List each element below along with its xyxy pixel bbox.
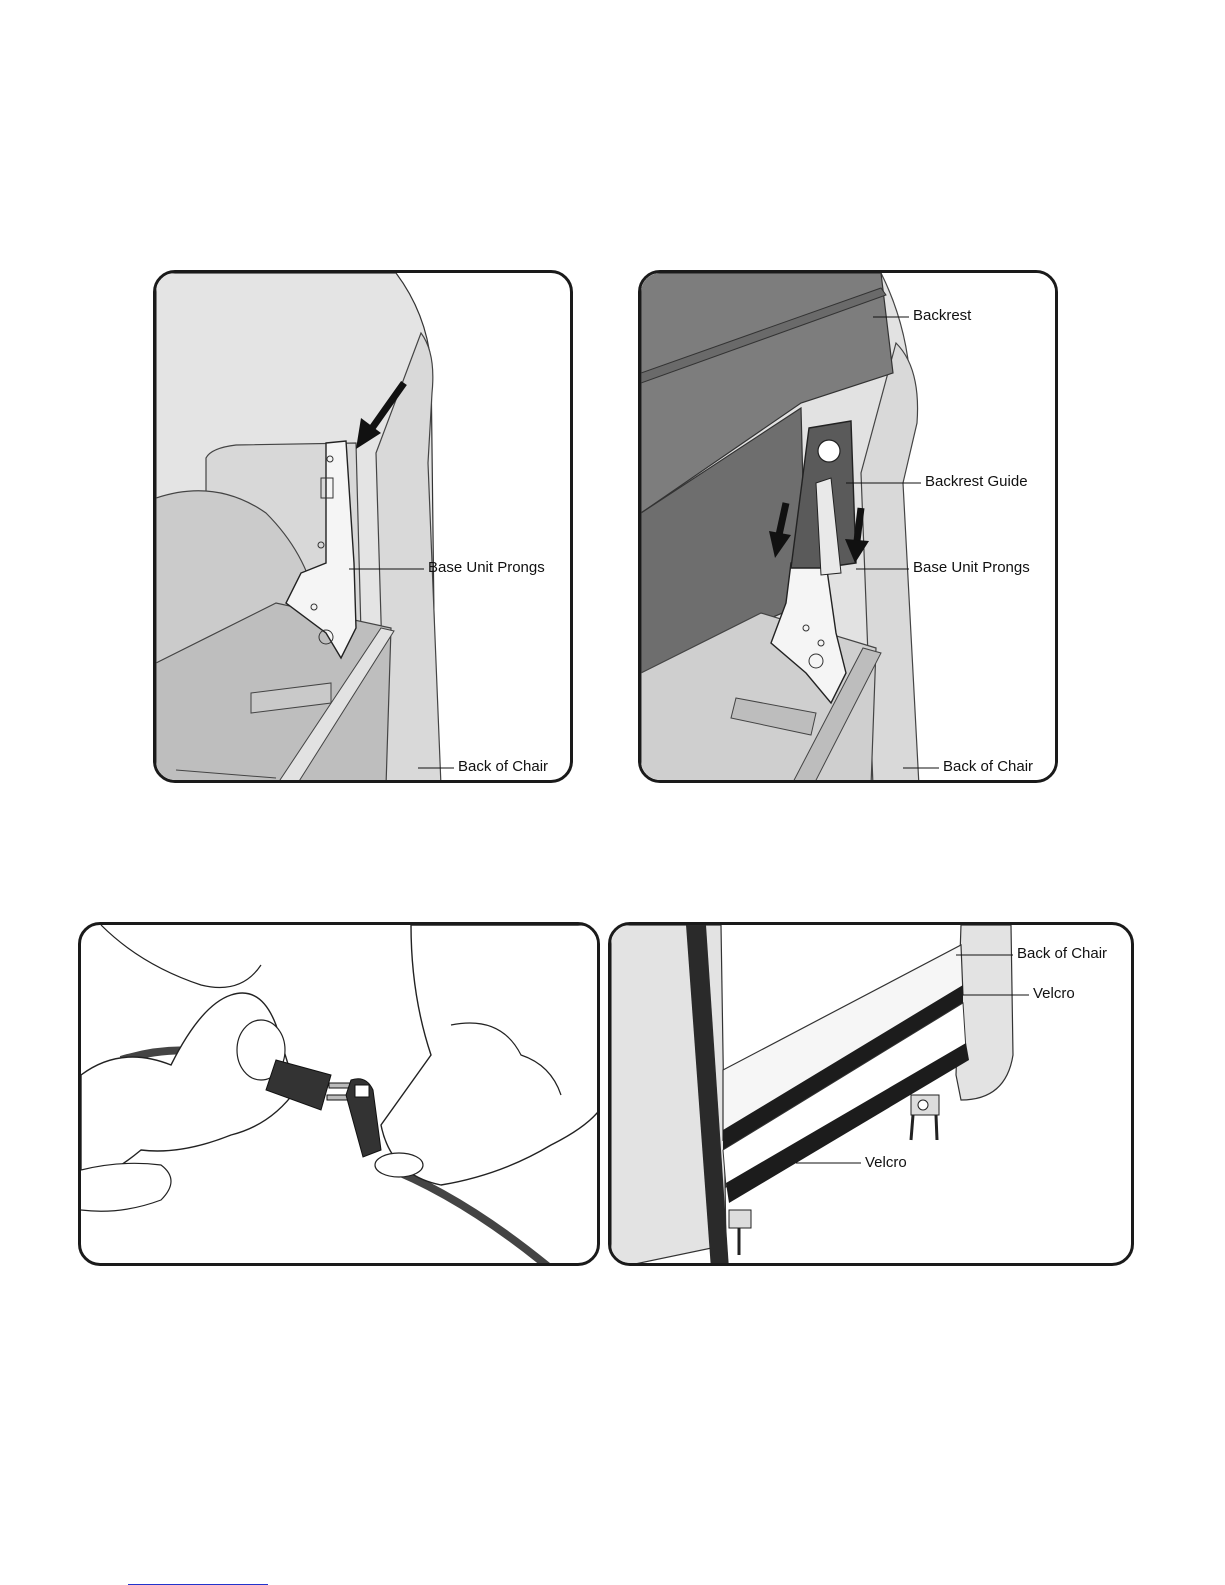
label-back-of-chair: Back of Chair	[458, 758, 549, 775]
label-velcro-bottom: Velcro	[865, 1154, 907, 1171]
caster-leg	[911, 1115, 913, 1140]
chair-right-side	[956, 925, 1013, 1100]
right-thumbnail	[375, 1153, 423, 1177]
label-backrest-guide: Backrest Guide	[925, 473, 1028, 490]
label-base-unit-prongs: Base Unit Prongs	[913, 559, 1030, 576]
caster-leg	[936, 1115, 937, 1140]
right-hand	[381, 925, 600, 1185]
label-backrest: Backrest	[913, 307, 972, 324]
label-back-of-chair: Back of Chair	[1017, 945, 1108, 962]
socket-opening	[355, 1085, 369, 1097]
caster	[729, 1210, 751, 1228]
panel-insert-prongs	[153, 270, 573, 783]
illustration-connect-cable	[81, 925, 600, 1266]
illustration-velcro-attach	[611, 925, 1134, 1266]
left-hand-finger	[101, 925, 261, 988]
left-hand-thumb	[81, 1163, 171, 1211]
label-base-unit-prongs: Base Unit Prongs	[428, 559, 545, 576]
illustration-insert-prongs	[156, 273, 573, 783]
caster-wheel	[918, 1100, 928, 1110]
panel-connect-cable	[78, 922, 600, 1266]
plug-pin	[329, 1083, 351, 1088]
label-back-of-chair: Back of Chair	[943, 758, 1034, 775]
panel-velcro-attach	[608, 922, 1134, 1266]
guide-hole	[818, 440, 840, 462]
label-velcro-top: Velcro	[1033, 985, 1075, 1002]
arrow-shaft	[857, 508, 861, 541]
illustration-attach-backrest	[641, 273, 1058, 783]
panel-attach-backrest	[638, 270, 1058, 783]
